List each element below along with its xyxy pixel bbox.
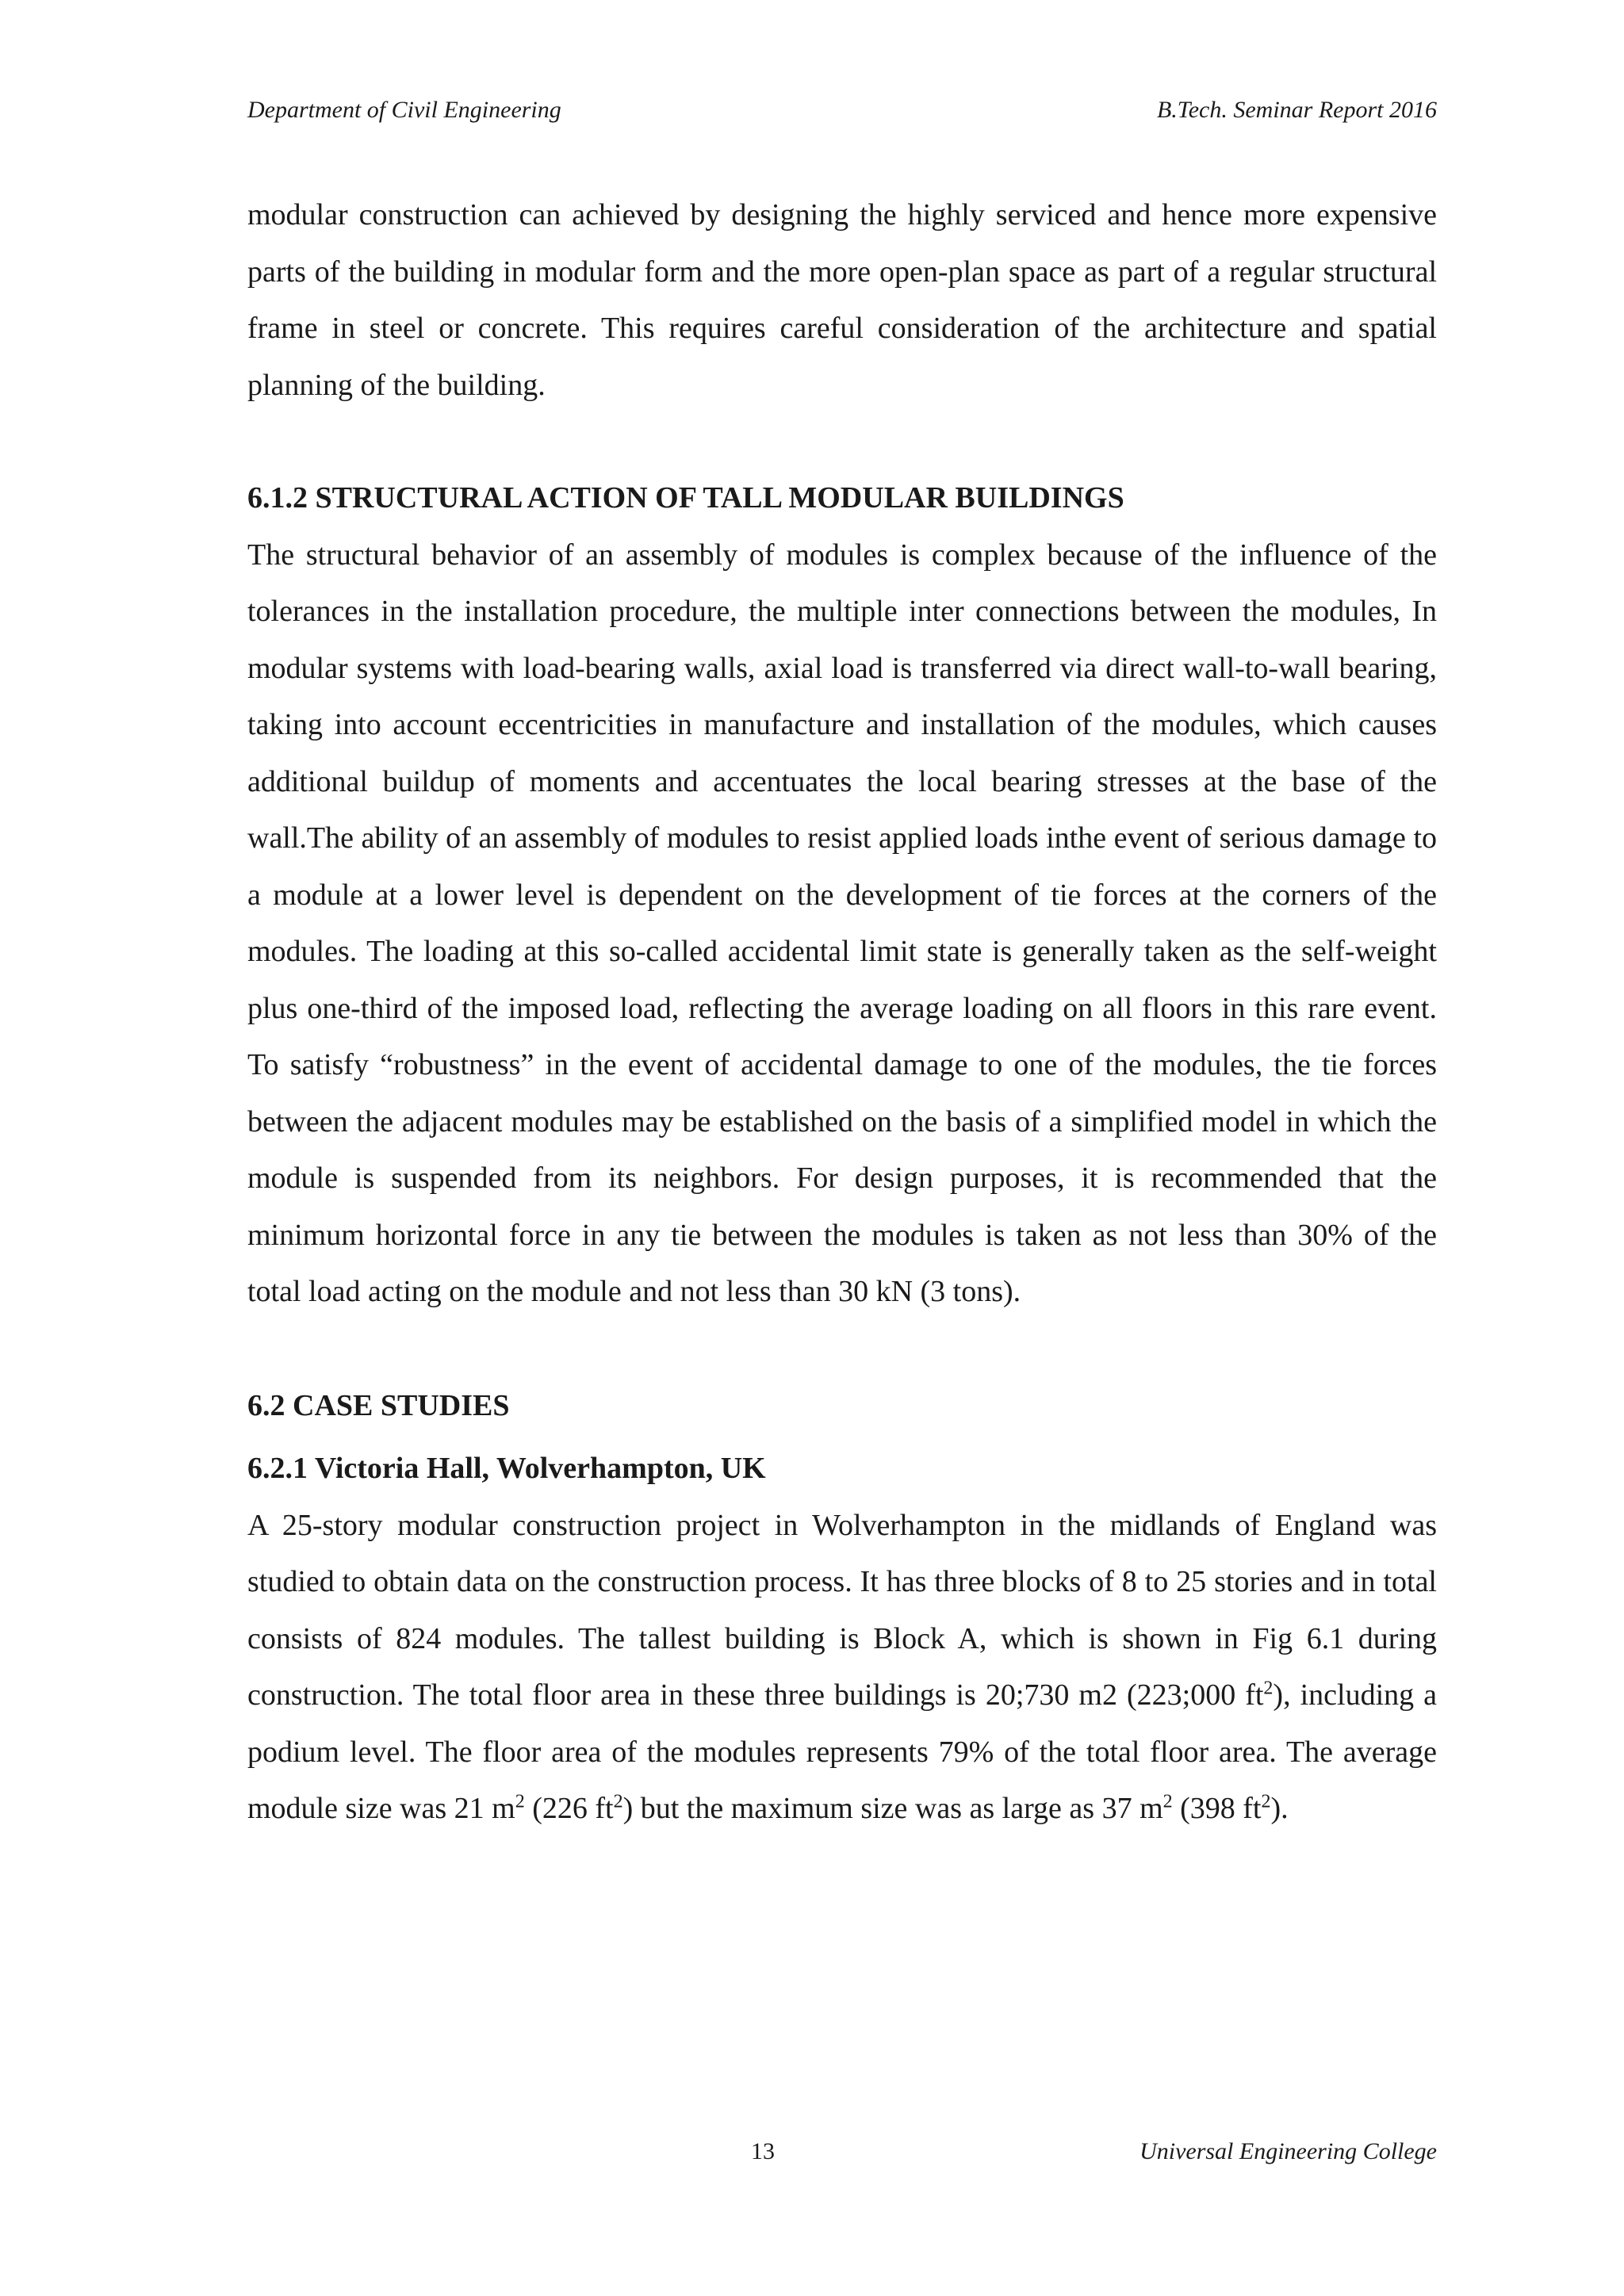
- header-report-title: B.Tech. Seminar Report 2016: [1156, 97, 1437, 123]
- page-header: [247, 97, 1437, 136]
- intro-paragraph: modular construction can achieved by designing the highly serviced and hence more expensive parts of the building in modular form and the more open-plan space as part of a regular structural frame in steel or concrete. This requires careful consideration of the architecture and spatial planning of the building.: [247, 198, 1437, 402]
- page-footer: [247, 2138, 1437, 2178]
- header-department: Department of Civil Engineering: [247, 97, 561, 123]
- page-number: 13: [751, 2138, 775, 2164]
- section-612-heading: 6.1.2 STRUCTURAL ACTION OF TALL MODULAR BUILDINGS: [247, 481, 1124, 515]
- spacer: [247, 1434, 1437, 1441]
- spacer: [247, 414, 1437, 470]
- footer-college: Universal Engineering College: [1139, 2138, 1437, 2164]
- section-62-heading: 6.2 CASE STUDIES: [247, 1388, 510, 1422]
- section-621-heading: 6.2.1 Victoria Hall, Wolverhampton, UK: [247, 1452, 766, 1485]
- section-621-paragraph: A 25-story modular construction project in Wolverhampton in the midlands of England was studied to obtain data on the construction process. It has three blocks of 8 to 25 stories and in total consists of 824 modules. The tallest building is Block A, which is shown in Fig 6.1 during construction. The total floor area in these three buildings is 20;730 m2 (223;000 $ft^2$), including a podium level. The floor area of the modules represents 79% of the total floor area. The average module size was 21 $m^2$ (226 $ft^2$) but the maximum size was as large as 37 $m^2$ (398 $ft^2$).: [247, 1508, 1437, 1825]
- page-body: [247, 187, 1437, 1838]
- spacer: [247, 1321, 1437, 1378]
- section-612-paragraph: The structural behavior of an assembly of modules is complex because of the influence of the tolerances in the installation procedure, the multiple inter connections between the modules, In modular systems with load-bearing walls, axial load is transferred via direct wall-to-wall bearing, taking into account eccentricities in manufacture and installation of the modules, which causes additional buildup of moments and accentuates the local bearing stresses at the base of the wall.The ability of an assembly of modules to resist applied loads inthe event of serious damage to a module at a lower level is dependent on the development of tie forces at the corners of the modules. The loading at this so-called accidental limit state is generally taken as the self-weight plus one-third of the imposed load, reflecting the average loading on all floors in this rare event. To satisfy “robustness” in the event of accidental damage to one of the modules, the tie forces between the adjacent modules may be established on the basis of a simplified model in which the module is suspended from its neighbors. For design purposes, it is recommended that the minimum horizontal force in any tie between the modules is taken as not less than 30% of the total load acting on the module and not less than 30 kN (3 tons).: [247, 538, 1437, 1308]
